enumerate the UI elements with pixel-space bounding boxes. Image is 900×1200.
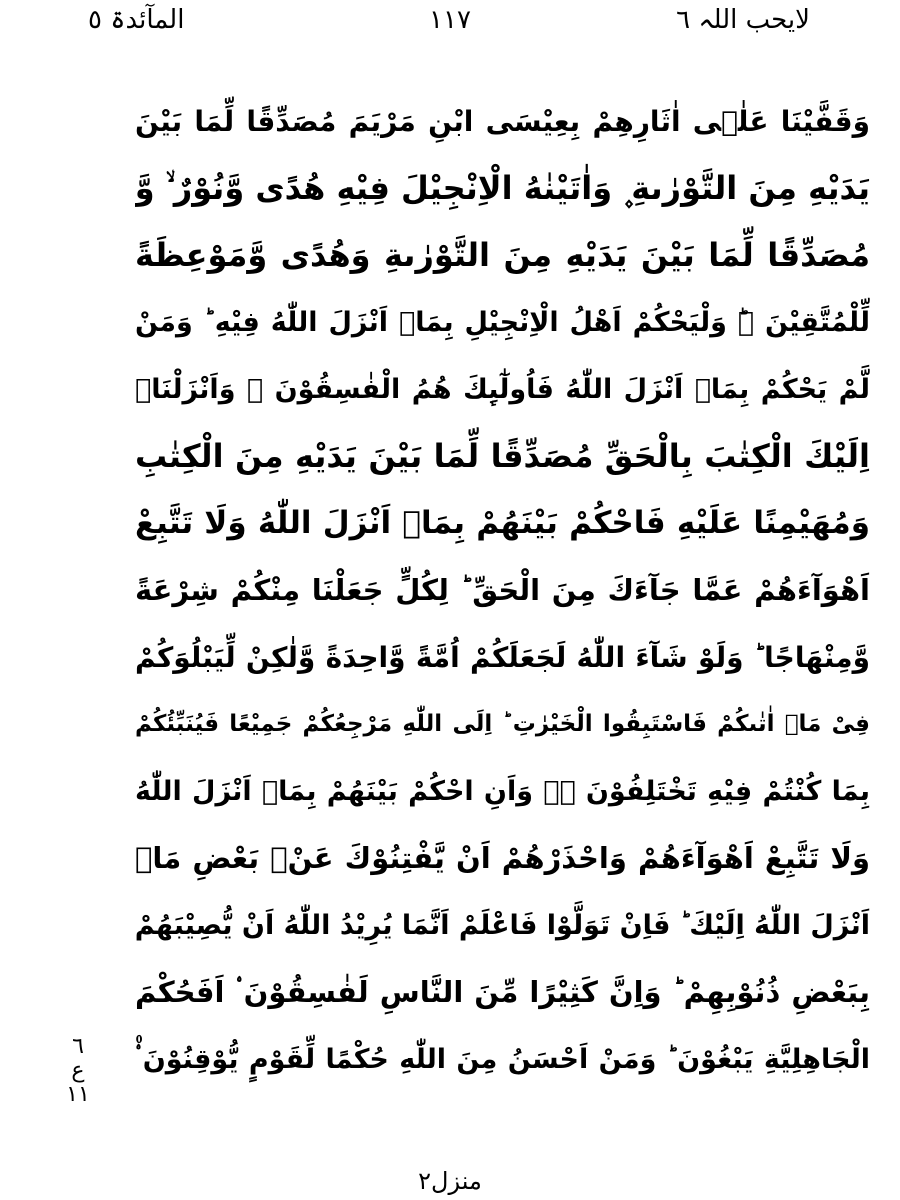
- manzil-footer: منزل٢: [418, 1167, 482, 1195]
- verse-line-9: وَّمِنْهَاجًا ؕ وَلَوْ شَآءَ اللّٰهُ لَجَعَلَكُمْ اُمَّةً وَّاحِدَةً وَّلٰكِنْ لِّیَبْلُوَكُمْ: [135, 641, 870, 674]
- surah-name-header: المآئدۃ ٥: [88, 5, 185, 35]
- verse-line-3: مُصَدِّقًا لِّمَا بَیْنَ یَدَیْهِ مِنَ التَّوْرٰىةِ وَهُدًی وَّمَوْعِظَةً: [135, 236, 870, 274]
- ruku-marker: [58, 1035, 98, 1107]
- verse-line-11: بِمَا كُنْتُمْ فِیْهِ تَخْتَلِفُوْنَ ۟ۙ وَاَنِ احْكُمْ بَیْنَهُمْ بِمَاۤ اَنْزَلَ اللّٰهُ: [135, 776, 870, 807]
- ruku-symbol: ع: [71, 1058, 85, 1083]
- verse-line-10: فِیْ مَاۤ اٰتٰىكُمْ فَاسْتَبِقُوا الْخَیْرٰتِ ؕ اِلَی اللّٰهِ مَرْجِعُكُمْ جَمِیْعًا فَیُنَبِّئُكُمْ: [135, 711, 870, 737]
- page-number: ١١٧: [429, 5, 471, 35]
- verse-line-14: بِبَعْضِ ذُنُوْبِهِمْ ؕ وَاِنَّ كَثِیْرًا مِّنَ النَّاسِ لَفٰسِقُوْنَ ۟ اَفَحُكْمَ: [135, 975, 870, 1009]
- verse-line-2: یَدَیْهِ مِنَ التَّوْرٰىةِ ۪ وَاٰتَیْنٰهُ الْاِنْجِیْلَ فِیْهِ هُدًی وَّنُوْرٌ ۙ وَّ: [135, 169, 870, 207]
- verse-line-15: الْجَاهِلِیَّةِ یَبْغُوْنَ ؕ وَمَنْ اَحْسَنُ مِنَ اللّٰهِ حُكْمًا لِّقَوْمٍ یُّوْقِنُوْنَ ۟۠: [135, 1044, 870, 1075]
- verse-line-12: وَلَا تَتَّبِعْ اَهْوَآءَهُمْ وَاحْذَرْهُمْ اَنْ یَّفْتِنُوْكَ عَنْۢ بَعْضِ مَاۤ: [135, 841, 870, 875]
- verse-line-13: اَنْزَلَ اللّٰهُ اِلَیْكَ ؕ فَاِنْ تَوَلَّوْا فَاعْلَمْ اَنَّمَا یُرِیْدُ اللّٰهُ اَنْ یُّصِیْبَهُمْ: [135, 910, 870, 941]
- verse-line-1: وَقَفَّیْنَا عَلٰۤی اٰثَارِهِمْ بِعِیْسَی ابْنِ مَرْیَمَ مُصَدِّقًا لِّمَا بَیْنَ: [135, 105, 870, 138]
- verse-line-4: لِّلْمُتَّقِیْنَ ۟ؕ وَلْیَحْكُمْ اَهْلُ الْاِنْجِیْلِ بِمَاۤ اَنْزَلَ اللّٰهُ فِیْهِ ؕ وَمَنْ: [135, 307, 870, 338]
- ruku-bottom-number: ١١: [66, 1082, 90, 1107]
- verse-line-7: وَمُهَیْمِنًا عَلَیْهِ فَاحْكُمْ بَیْنَهُمْ بِمَاۤ اَنْزَلَ اللّٰهُ وَلَا تَتَّبِعْ: [135, 505, 870, 541]
- juz-name-header: لایحب اللہ ٦: [676, 5, 810, 35]
- ruku-top-number: ٦: [72, 1034, 84, 1059]
- verse-line-5: لَّمْ یَحْكُمْ بِمَاۤ اَنْزَلَ اللّٰهُ فَاُولٰٓىِٕكَ هُمُ الْفٰسِقُوْنَ ۟ وَاَنْزَلْنَاۤ: [135, 374, 870, 405]
- verse-text-block: [135, 88, 870, 1093]
- verse-line-8: اَهْوَآءَهُمْ عَمَّا جَآءَكَ مِنَ الْحَقِّ ؕ لِكُلٍّ جَعَلْنَا مِنْكُمْ شِرْعَةً: [135, 573, 870, 607]
- verse-line-6: اِلَیْكَ الْكِتٰبَ بِالْحَقِّ مُصَدِّقًا لِّمَا بَیْنَ یَدَیْهِ مِنَ الْكِتٰبِ: [135, 437, 870, 475]
